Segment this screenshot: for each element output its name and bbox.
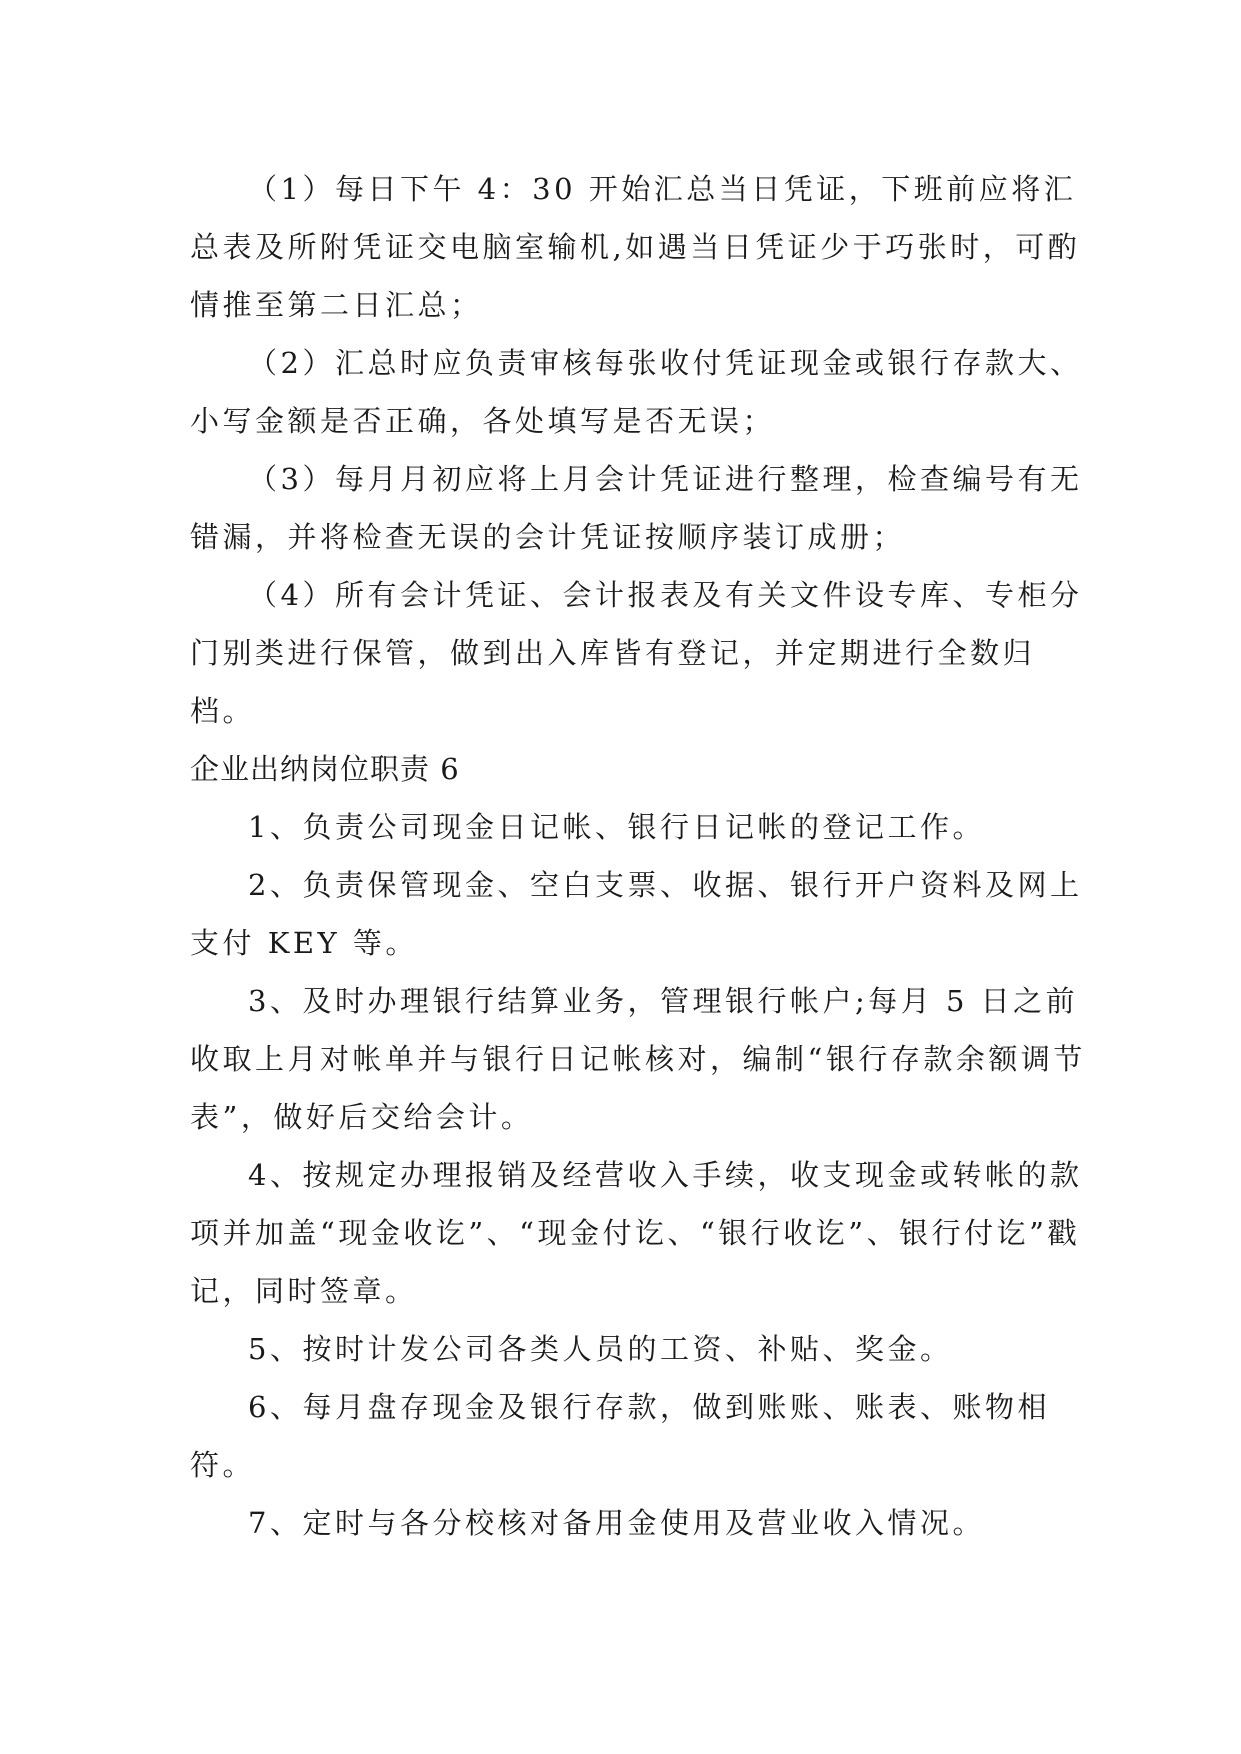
document-body — [190, 160, 1090, 1552]
section-heading: 企业出纳岗位职责 6 — [190, 752, 460, 786]
duty-item-7: 7、定时与各分校核对备用金使用及营业收入情况。 — [248, 1506, 985, 1540]
paragraph-item-1: （1）每日下午 4：30 开始汇总当日凭证，下班前应将汇总表及所附凭证交电脑室输机,如遇当日凭证少于巧张时，可酌情推至第二日汇总； — [190, 172, 1081, 322]
duty-item-4: 4、按规定办理报销及经营收入手续，收支现金或转帐的款项并加盖“现金收讫”、“现金付讫、“银行收讫”、银行付讫”戳记，同时签章。 — [190, 1158, 1083, 1308]
paragraph-item-4: （4）所有会计凭证、会计报表及有关文件设专库、专柜分门别类进行保管，做到出入库皆有登记，并定期进行全数归档。 — [190, 578, 1083, 728]
duty-item-6: 6、每月盘存现金及银行存款，做到账账、账表、账物相符。 — [190, 1390, 1050, 1482]
duty-item-2: 2、负责保管现金、空白支票、收据、银行开户资料及网上支付 KEY 等。 — [190, 868, 1083, 960]
paragraph-item-2: （2）汇总时应负责审核每张收付凭证现金或银行存款大、小写金额是否正确，各处填写是否无误； — [190, 346, 1083, 438]
duty-item-3: 3、及时办理银行结算业务，管理银行帐户;每月 5 日之前收取上月对帐单并与银行日记帐核对，编制“银行存款余额调节表”，做好后交给会计。 — [190, 984, 1086, 1134]
duty-item-5: 5、按时计发公司各类人员的工资、补贴、奖金。 — [248, 1332, 953, 1366]
duty-item-1: 1、负责公司现金日记帐、银行日记帐的登记工作。 — [248, 810, 985, 844]
paragraph-item-3: （3）每月月初应将上月会计凭证进行整理，检查编号有无错漏，并将检查无误的会计凭证按顺序装订成册； — [190, 462, 1083, 554]
